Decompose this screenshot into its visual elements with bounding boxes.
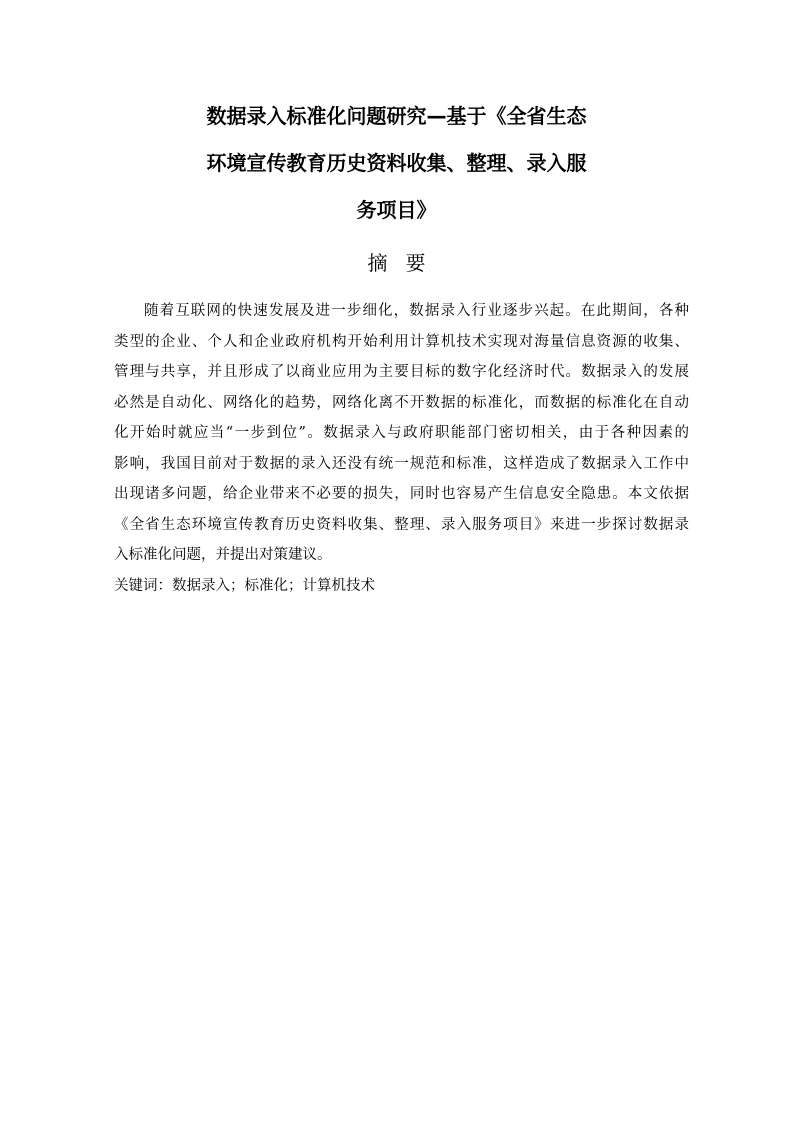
title-line: 环境宣传教育历史资料收集、整理、录入服 bbox=[206, 151, 587, 175]
title-line: 数据录入标准化问题研究—基于《全省生态 bbox=[206, 104, 587, 128]
abstract-line: 必然是自动化、网络化的趋势，网络化离不开数据的标准化，而数据的标准化在自动 bbox=[114, 394, 689, 411]
abstract-line: 《全省生态环境宣传教育历史资料收集、整理、录入服务项目》来进一步探讨数据录 bbox=[114, 516, 689, 533]
abstract-line: 类型的企业、个人和企业政府机构开始利用计算机技术实现对海量信息资源的收集、 bbox=[114, 333, 689, 350]
abstract-line: 化开始时就应当“一步到位”。数据录入与政府职能部门密切相关，由于各种因素的 bbox=[114, 425, 689, 441]
abstract-line: 出现诸多问题，给企业带来不必要的损失，同时也容易产生信息安全隐患。本文依据 bbox=[114, 486, 689, 502]
paper-title bbox=[110, 93, 683, 234]
keywords-text: 数据录入；标准化；计算机技术 bbox=[172, 578, 375, 594]
abstract-line: 随着互联网的快速发展及进一步细化，数据录入行业逐步兴起。在此期间，各种 bbox=[144, 303, 689, 319]
title-line: 务项目》 bbox=[356, 198, 437, 222]
abstract-paragraph bbox=[114, 296, 689, 571]
keywords-line bbox=[114, 571, 689, 601]
abstract-heading: 摘要 bbox=[367, 251, 444, 275]
abstract-line: 管理与共享，并且形成了以商业应用为主要目标的数字化经济时代。数据录入的发展 bbox=[114, 364, 689, 380]
keywords-label: 关键词： bbox=[114, 578, 172, 594]
abstract-line: 影响，我国目前对于数据的录入还没有统一规范和标准，这样造成了数据录入工作中 bbox=[114, 455, 689, 472]
abstract-line: 入标准化问题，并提出对策建议。 bbox=[114, 547, 332, 563]
